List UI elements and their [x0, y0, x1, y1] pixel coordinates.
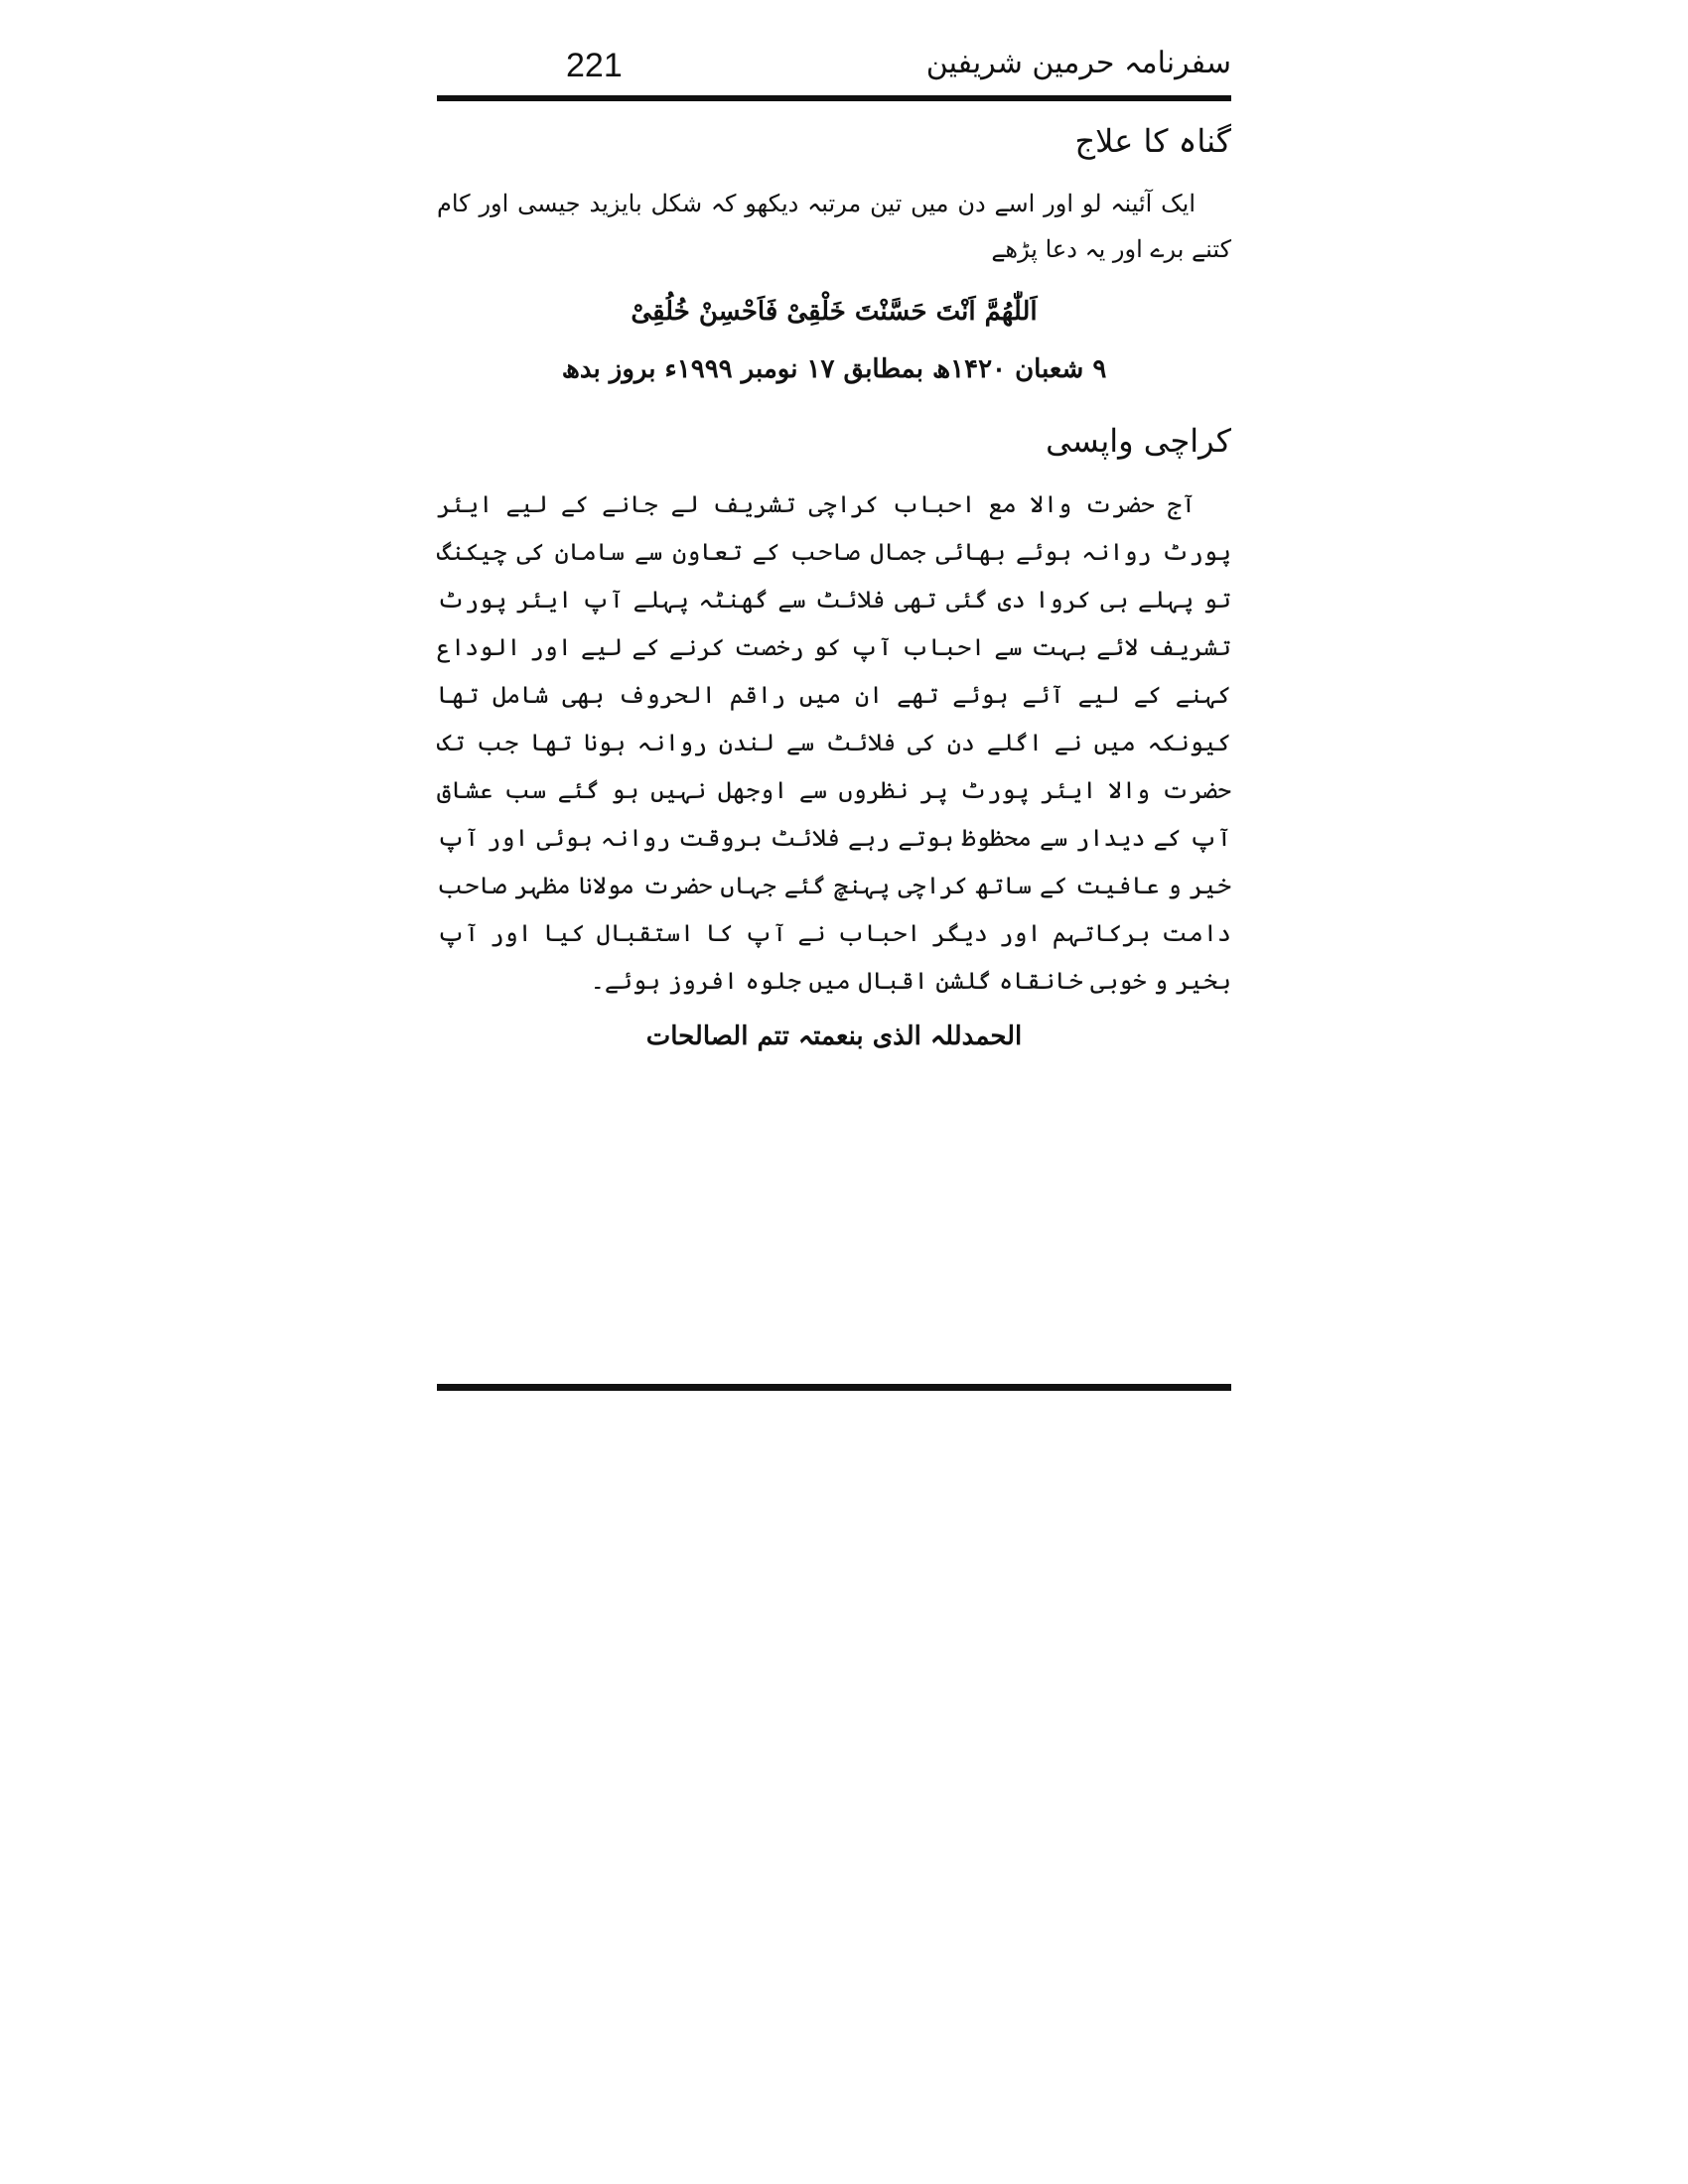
section-heading-sin-remedy: گناہ کا علاج [1074, 122, 1231, 160]
footer-rule [437, 1384, 1231, 1391]
closing-line: الحمدللہ الذی بنعمتہ تتم الصالحات [645, 1022, 1023, 1051]
page-content [437, 115, 1231, 1062]
date-line: ۹ شعبان ۱۴۲۰ھ بمطابق ۱۷ نومبر ۱۹۹۹ء بروز بدھ [561, 354, 1107, 384]
section-karachi-return [437, 415, 1231, 1062]
page-number: 221 [566, 47, 623, 84]
book-page [437, 40, 1231, 1390]
paragraph-sin-remedy: ایک آئینہ لو اور اسے دن میں تین مرتبہ دیکھو کہ شکل بایزید جیسی اور کام کتنے برے اور یہ دعا پڑھے [437, 190, 1231, 263]
header-rule [437, 95, 1231, 101]
page-header [437, 40, 1231, 99]
paragraph-karachi-return: آج حضرت والا مع احباب کراچی تشریف لے جانے کے لیے ایئر پورٹ روانہ ہوئے بھائی جمال صاحب کے تعاون سے سامان کی چیکنگ تو پہلے ہی کروا دی گئی تھی فلائٹ سے گھنٹہ پہلے آپ ایئر پورٹ تشریف لائے بہت سے احباب آپ کو رخصت کرنے کے لیے اور الوداع کہنے کے لیے آئے ہوئے تھے ان میں راقم الحروف بھی شامل تھا کیونکہ میں نے اگلے دن کی فلائٹ سے لندن روانہ ہونا تھا جب تک حضرت والا ایئر پورٹ پر نظروں سے اوجھل نہیں ہو گئے سب عشاق آپ کے دیدار سے محظوظ ہوتے رہے فلائٹ بروقت روانہ ہوئی اور آپ خیر و عافیت کے ساتھ کراچی پہنچ گئے جہاں حضرت مولانا مظہر صاحب دامت برکاتہم اور دیگر احباب نے آپ کا استقبال کیا اور آپ بخیر و خوبی خانقاہ گلشن اقبال میں جلوہ افروز ہوئے۔ [437, 490, 1231, 995]
dua-text: اَللّٰھُمَّ اَنْتَ حَسَّنْتَ خَلْقِیْ فَاَحْسِنْ خُلُقِیْ [631, 297, 1038, 327]
running-title: سفرنامہ حرمین شریفین [925, 46, 1231, 80]
section-heading-karachi-return: کراچی واپسی [1046, 422, 1231, 460]
